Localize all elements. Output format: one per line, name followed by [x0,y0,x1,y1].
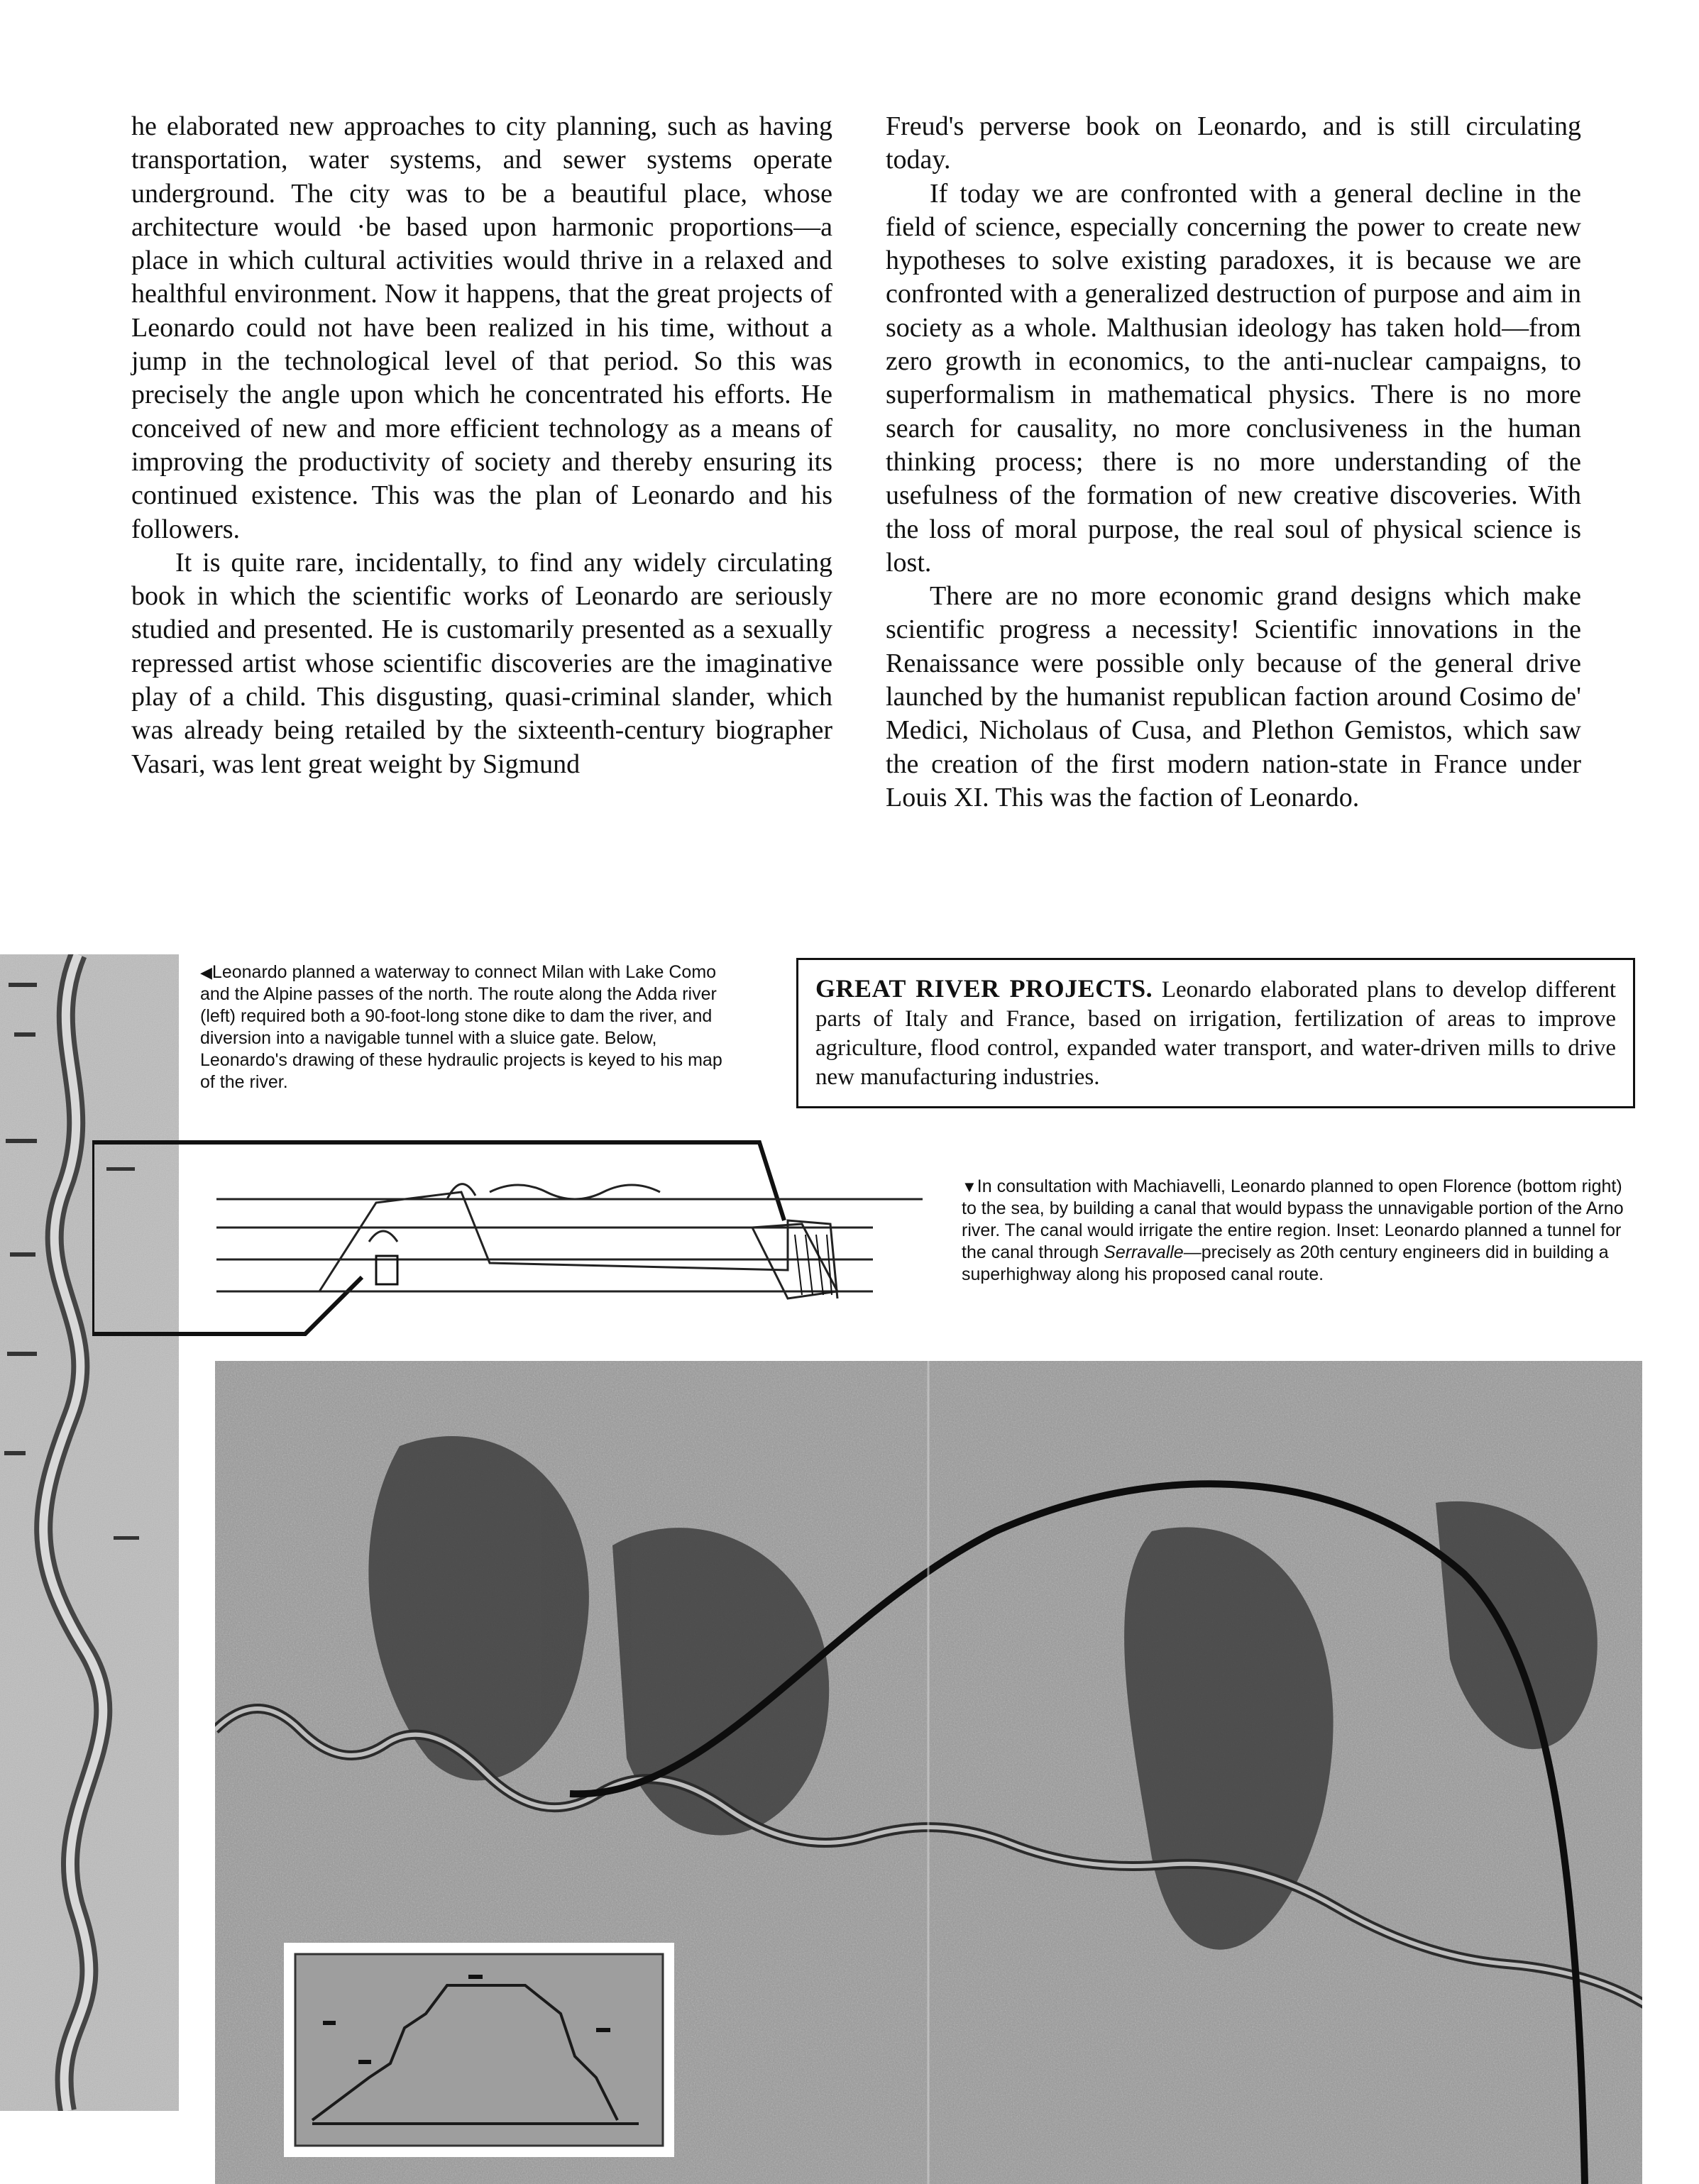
arrow-down-icon: ▼ [962,1178,977,1196]
adda-caption [200,961,739,1093]
arno-caption [962,1176,1625,1286]
arno-caption-text: In consultation with Machiavelli, Leonardo planned to open Florence (bottom right) to the sea, by building a canal that would bypass the unnavigable portion of the Arno river. The canal would irrigate the entire region. Inset: Leonardo planned a tunnel for the canal through [962,1176,1624,1262]
serravalle-tunnel-inset [284,1943,674,2157]
article-paragraph: Freud's perverse book on Leonardo, and is still circulating today. [886,111,1581,175]
arno-caption-italic: Serravalle [1104,1242,1184,1262]
arrow-left-icon: ◀ [200,964,212,981]
great-river-projects-box [796,958,1635,1108]
arno-caption-text-end: —precisely as 20th century engineers did in building a superhighway along his proposed canal route. [962,1242,1609,1284]
adda-river-map [0,954,179,2111]
article-paragraph: There are no more economic grand designs which make scientific progress a necessity! Scientific innovations in the Renaissance were possible only because of the general drive launched by the humanist republican faction around Cosimo de' Medici, Nicholaus of Cusa, and Plethon Gemistos, which saw the creation of the first modern nation-state in France under Louis XI. This was the faction of Leonardo. [886,581,1581,812]
article-paragraph: he elaborated new approaches to city planning, such as having transportation, water systems, and sewer systems operate underground. The city was to be a beautiful place, whose architecture would ·be based upon harmonic proportions—a place in which cultural activities would thrive in a relaxed and healthful environment. Now it happens, that the great projects of Leonardo could not have been realized in his time, without a jump in the technological level of that period. So this was precisely the angle upon which he concentrated his efforts. He conceived of new and more efficient technology as a means of improving the productivity of society and thereby ensuring its continued existence. This was the plan of Leonardo and his followers. [131,111,832,544]
dike-sluice-drawing [92,1135,930,1341]
box-text: Leonardo elaborated plans to develop different parts of Italy and France, based on irrigation, fertilization of areas to improve agriculture, flood control, expanded water transport, and water-driven mills to drive new manufacturing industries. [815,977,1617,1090]
adda-caption-text: Leonardo planned a waterway to connect Milan with Lake Como and the Alpine passes of the north. The route along the Adda river (left) required both a 90-foot-long stone dike to dam the river, and diversion into a navigable tunnel with a sluice gate. Below, Leonardo's drawing of these hydraulic projects is keyed to his map of the river. [200,962,722,1092]
article-column-right [886,110,1581,815]
article-column-left [131,110,832,781]
article-paragraph: It is quite rare, incidentally, to find any widely circulating book in which the scientific works of Leonardo are seriously studied and presented. He is customarily presented as a sexually repressed artist whose scientific discoveries are the imaginative play of a child. This disgusting, quasi-criminal slander, which was already being retailed by the sixteenth-century biographer Vasari, was lent great weight by Sigmund [131,547,832,779]
article-paragraph: If today we are confronted with a general decline in the field of science, especially concerning the power to create new hypotheses to solve existing paradoxes, it is because we are confronted with a generalized destruction of purpose and aim in society as a whole. Malthusian ideology has taken hold—from zero growth in economics, to the anti-nuclear campaigns, to superformalism in mathematical physics. There is no more search for causality, no more conclusiveness in the human thinking process; there is no more understanding of the usefulness of the formation of new creative discoveries. With the loss of moral purpose, the real soul of physical science is lost. [886,178,1581,578]
box-heading: GREAT RIVER PROJECTS. [815,974,1153,1003]
